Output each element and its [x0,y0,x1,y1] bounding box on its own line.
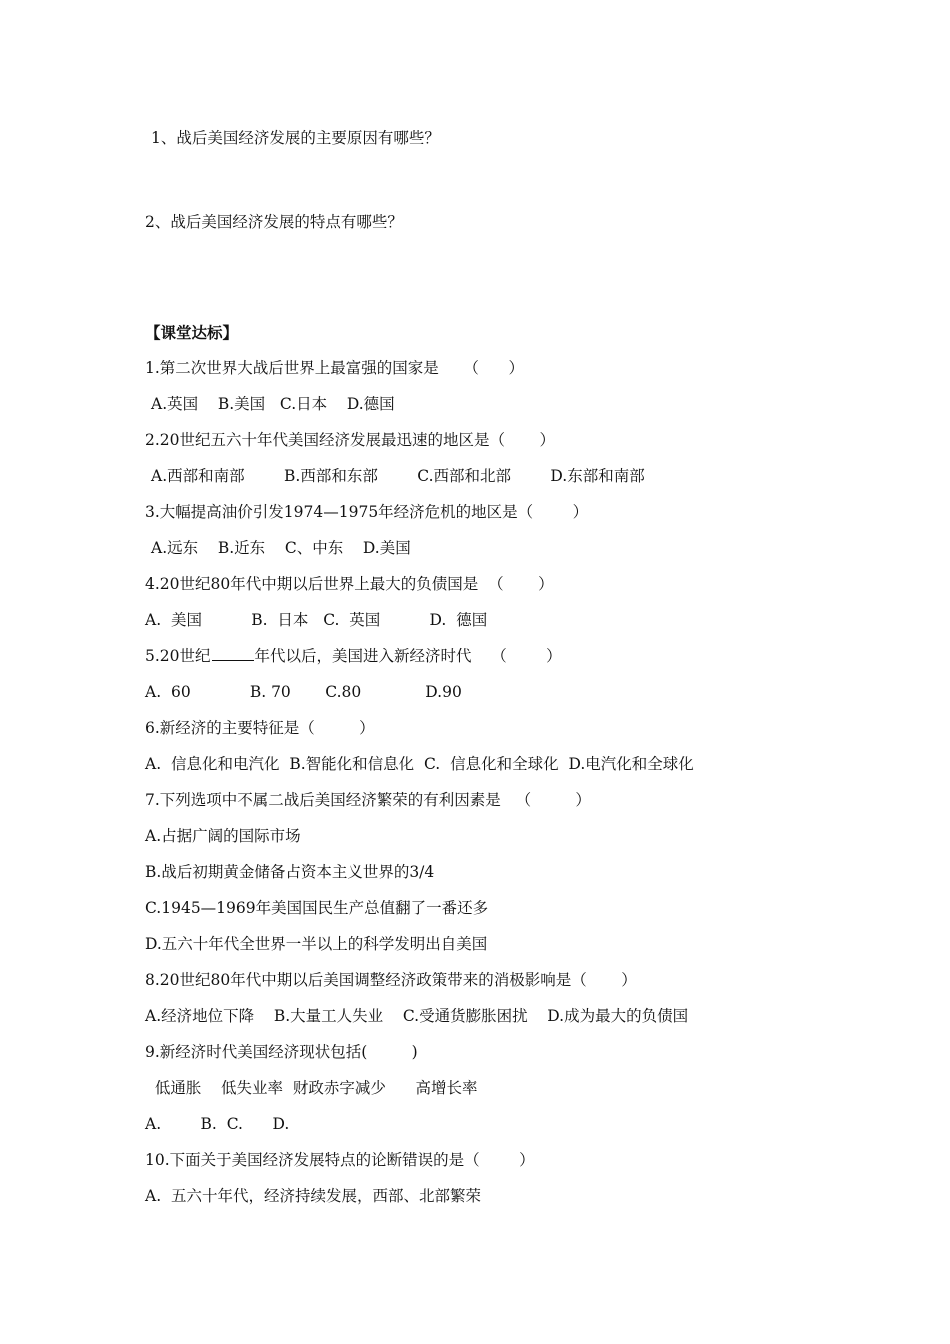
item-9-statements: 低通胀 低失业率 财政赤字减少 高增长率 [145,1079,478,1097]
item-4-options: A. 美国 B. 日本 C. 英国 D. 德国 [145,611,488,629]
item-3: 3.大幅提高油价引发1974—1975年经济危机的地区是（ ） [145,503,589,521]
item-2-options: A.西部和南部 B.西部和东部 C.西部和北部 D.东部和南部 [151,467,645,485]
question-1: 1、战后美国经济发展的主要原因有哪些？ [151,129,440,147]
question-2: 2、战后美国经济发展的特点有哪些？ [145,213,403,231]
section-title: 【课堂达标】 [145,323,239,342]
item-5-options: A. 60 B. 70 C.80 D.90 [145,683,462,701]
item-7: 7.下列选项中不属二战后美国经济繁荣的有利因素是 （ ） [145,791,591,809]
item-6: 6.新经济的主要特征是（ ） [145,719,375,737]
item-10-option-a: A. 五六十年代，经济持续发展，西部、北部繁荣 [145,1187,481,1205]
item-9-options: A. B. C. D. [145,1115,290,1133]
item-5-prefix: 5.20世纪 [145,647,211,665]
item-5-suffix: 年代以后，美国进入新经济时代 （ ） [254,647,562,665]
item-9: 9.新经济时代美国经济现状包括( ) [145,1043,418,1061]
item-7-option-b: B.战后初期黄金储备占资本主义世界的3/4 [145,863,435,881]
item-4: 4.20世纪80年代中期以后世界上最大的负债国是 （ ） [145,575,554,593]
item-2: 2.20世纪五六十年代美国经济发展最迅速的地区是（ ） [145,431,556,449]
item-10: 10.下面关于美国经济发展特点的论断错误的是（ ） [145,1151,535,1169]
item-1-options: A.英国 B.美国 C.日本 D.德国 [151,395,395,413]
item-7-option-c: C.1945—1969年美国国民生产总值翻了一番还多 [145,899,489,917]
item-1: 1.第二次世界大战后世界上最富强的国家是 （ ） [145,359,524,377]
item-8: 8.20世纪80年代中期以后美国调整经济政策带来的消极影响是（ ） [145,971,637,989]
item-8-options: A.经济地位下降 B.大量工人失业 C.受通货膨胀困扰 D.成为最大的负债国 [145,1007,689,1025]
item-6-options: A. 信息化和电汽化 B.智能化和信息化 C. 信息化和全球化 D.电汽化和全球化 [145,755,694,773]
item-3-options: A.远东 B.近东 C、中东 D.美国 [151,539,411,557]
item-7-option-d: D.五六十年代全世界一半以上的科学发明出自美国 [145,935,488,953]
item-5 [145,646,562,666]
fill-blank [212,646,254,661]
item-7-option-a: A.占据广阔的国际市场 [145,827,301,845]
